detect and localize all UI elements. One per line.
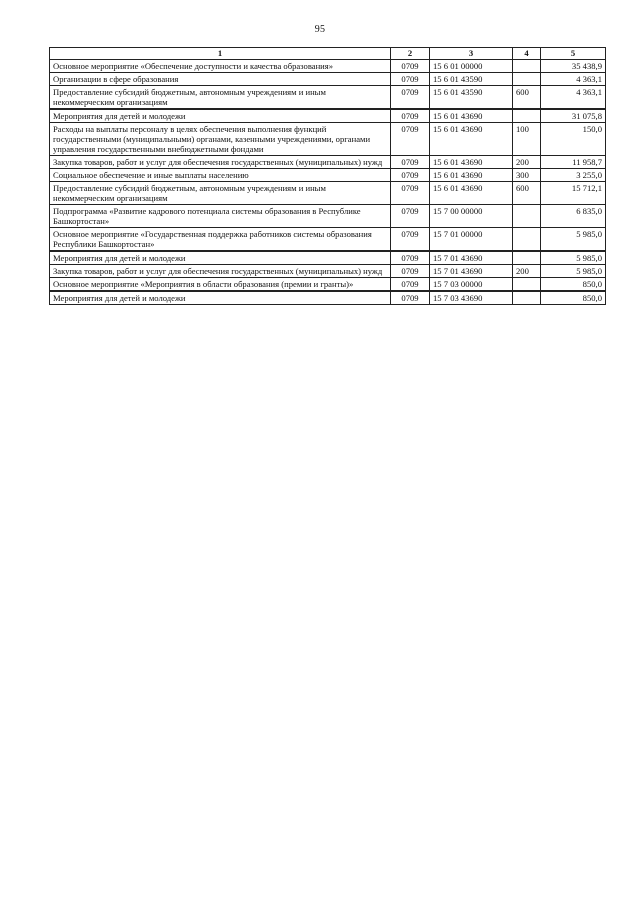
row-name: Мероприятия для детей и молодежи [50, 109, 391, 123]
page-number: 95 [314, 24, 326, 35]
row-section: 0709 [391, 205, 430, 228]
table-row [50, 60, 606, 73]
header-col-1: 1 [50, 48, 391, 60]
table-row [50, 73, 606, 86]
row-name: Закупка товаров, работ и услуг для обеспечения государственных (муниципальных) нужд [50, 156, 391, 169]
row-code: 15 7 00 00000 [430, 205, 513, 228]
row-type [513, 109, 541, 123]
table-row [50, 169, 606, 182]
row-type: 300 [513, 169, 541, 182]
row-name: Предоставление субсидий бюджетным, автономным учреждениям и иным некоммерческим организациям [50, 182, 391, 205]
row-amount: 850,0 [541, 278, 606, 292]
row-code: 15 7 03 00000 [430, 278, 513, 292]
row-type [513, 205, 541, 228]
table-row [50, 86, 606, 110]
row-code: 15 6 01 43690 [430, 169, 513, 182]
row-code: 15 7 01 43690 [430, 251, 513, 265]
row-code: 15 6 01 43590 [430, 86, 513, 110]
row-name: Мероприятия для детей и молодежи [50, 291, 391, 305]
row-amount: 5 985,0 [541, 228, 606, 252]
row-code: 15 7 01 43690 [430, 265, 513, 278]
table-body [50, 60, 606, 305]
table-row [50, 251, 606, 265]
row-name: Социальное обеспечение и иные выплаты населению [50, 169, 391, 182]
header-col-2: 2 [391, 48, 430, 60]
row-amount: 31 075,8 [541, 109, 606, 123]
row-section: 0709 [391, 228, 430, 252]
table-row [50, 278, 606, 292]
row-type: 600 [513, 86, 541, 110]
row-type: 100 [513, 123, 541, 156]
row-amount: 15 712,1 [541, 182, 606, 205]
row-code: 15 6 01 43690 [430, 182, 513, 205]
row-name: Основное мероприятие «Обеспечение доступности и качества образования» [50, 60, 391, 73]
row-name: Расходы на выплаты персоналу в целях обеспечения выполнения функций государственными (муниципальными) органами, казенными учреждениями, органами управления государственными внебюджетными фондами [50, 123, 391, 156]
table-row [50, 123, 606, 156]
table-row [50, 156, 606, 169]
row-section: 0709 [391, 265, 430, 278]
table-row [50, 109, 606, 123]
row-section: 0709 [391, 123, 430, 156]
row-name: Основное мероприятие «Государственная поддержка работников системы образования Республики Башкортостан» [50, 228, 391, 252]
table-row [50, 182, 606, 205]
table-row [50, 228, 606, 252]
row-amount: 35 438,9 [541, 60, 606, 73]
row-type [513, 278, 541, 292]
row-section: 0709 [391, 73, 430, 86]
row-amount: 5 985,0 [541, 251, 606, 265]
row-amount: 11 958,7 [541, 156, 606, 169]
row-name: Закупка товаров, работ и услуг для обеспечения государственных (муниципальных) нужд [50, 265, 391, 278]
row-code: 15 7 01 00000 [430, 228, 513, 252]
row-type: 200 [513, 265, 541, 278]
row-type [513, 228, 541, 252]
row-amount: 150,0 [541, 123, 606, 156]
row-code: 15 7 03 43690 [430, 291, 513, 305]
table-row [50, 205, 606, 228]
row-section: 0709 [391, 60, 430, 73]
row-name: Мероприятия для детей и молодежи [50, 251, 391, 265]
row-code: 15 6 01 43690 [430, 156, 513, 169]
row-code: 15 6 01 43690 [430, 123, 513, 156]
header-col-3: 3 [430, 48, 513, 60]
row-section: 0709 [391, 278, 430, 292]
row-type [513, 60, 541, 73]
budget-table [49, 47, 606, 305]
row-section: 0709 [391, 156, 430, 169]
row-type: 200 [513, 156, 541, 169]
row-section: 0709 [391, 251, 430, 265]
header-col-4: 4 [513, 48, 541, 60]
row-amount: 3 255,0 [541, 169, 606, 182]
row-name: Организации в сфере образования [50, 73, 391, 86]
row-section: 0709 [391, 86, 430, 110]
row-name: Основное мероприятие «Мероприятия в области образования (премии и гранты)» [50, 278, 391, 292]
row-section: 0709 [391, 291, 430, 305]
row-type [513, 73, 541, 86]
row-code: 15 6 01 43590 [430, 73, 513, 86]
row-type [513, 251, 541, 265]
row-name: Подпрограмма «Развитие кадрового потенциала системы образования в Республике Башкортостан» [50, 205, 391, 228]
table-row [50, 265, 606, 278]
table-row [50, 291, 606, 305]
table-header [50, 48, 606, 60]
header-col-5: 5 [541, 48, 606, 60]
row-code: 15 6 01 43690 [430, 109, 513, 123]
row-amount: 5 985,0 [541, 265, 606, 278]
row-section: 0709 [391, 169, 430, 182]
row-amount: 4 363,1 [541, 73, 606, 86]
row-amount: 6 835,0 [541, 205, 606, 228]
row-amount: 4 363,1 [541, 86, 606, 110]
header-row [50, 48, 606, 60]
row-section: 0709 [391, 182, 430, 205]
row-amount: 850,0 [541, 291, 606, 305]
row-code: 15 6 01 00000 [430, 60, 513, 73]
row-section: 0709 [391, 109, 430, 123]
row-type [513, 291, 541, 305]
row-type: 600 [513, 182, 541, 205]
row-name: Предоставление субсидий бюджетным, автономным учреждениям и иным некоммерческим организациям [50, 86, 391, 110]
